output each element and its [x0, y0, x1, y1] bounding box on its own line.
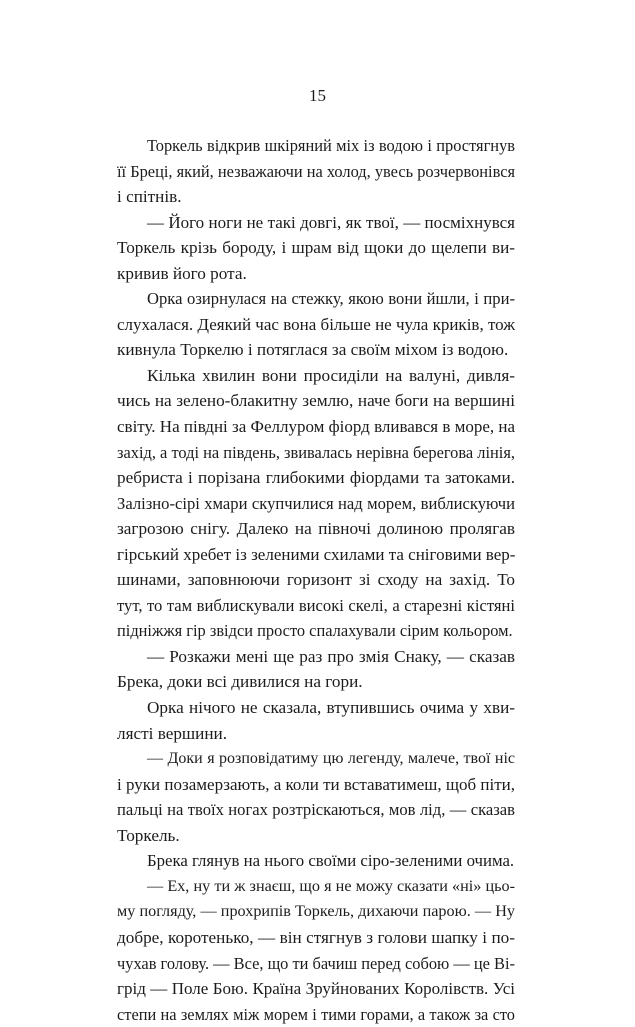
text-line: Брека, доки всі дивилися на гори. — [117, 672, 363, 692]
text-line: тут, то там виблискували високі скелі, а старезні кістяні — [117, 595, 515, 615]
text-line: пальці на твоїх ногах розтріскаються, мов лід, — сказав — [117, 800, 515, 820]
text-line: ребриста і порізана глибокими фіордами та затоками. — [117, 468, 515, 488]
text-line: загрозою снігу. Далеко на півночі долиною пролягав — [117, 519, 515, 539]
text-line: захід, а тоді на південь, звивалась нерівна берегова лінія, — [117, 442, 515, 462]
text-line: Орка озирнулася на стежку, якою вони йшли, і при- — [147, 289, 515, 309]
text-line: му погляду, — прохрипів Торкель, дихаючи парою. — Ну — [117, 902, 515, 921]
text-line: і спітнів. — [117, 187, 182, 207]
text-line: слухалася. Деякий час вона більше не чула криків, тож — [117, 314, 515, 334]
text-line: підніжжя гір звідси просто спалахували сірим кольором. — [117, 621, 513, 641]
text-line: її Бреці, який, незважаючи на холод, увесь розчервонівся — [117, 161, 515, 181]
text-line: Торкель відкрив шкіряний міх із водою і простягнув — [147, 136, 515, 155]
text-line: добре, коротенько, — він стягнув з голови шапку і по- — [117, 927, 515, 947]
text-line: Торкель крізь бороду, і шрам від щоки до щелепи ви- — [117, 238, 515, 258]
text-line: Кілька хвилин вони просиділи на валуні, дивля- — [147, 365, 515, 385]
text-line: — Його ноги не такі довгі, як твої, — посміхнувся — [147, 212, 515, 232]
text-line: — Ех, ну ти ж знаєш, що я не можу сказати «ні» цьо- — [147, 876, 515, 895]
text-line: гірський хребет із зеленими схилами та сніговими вер- — [117, 544, 515, 564]
text-line: світу. На півдні за Феллуром фіорд вливався в море, на — [117, 417, 515, 437]
text-line: шинами, заповнюючи горизонт зі сходу на захід. То — [117, 570, 515, 590]
text-line: кривив його рота. — [117, 263, 247, 283]
text-line: Орка нічого не сказала, втупившись очима у хви- — [147, 698, 515, 718]
text-line: Залізно-сірі хмари скупчилися над морем, виблискуючи — [117, 493, 515, 513]
text-line: чухав голову. — Все, що ти бачиш перед собою — це Ві- — [117, 953, 515, 973]
body-text — [117, 133, 515, 1027]
text-line: — Доки я розповідатиму цю легенду, малече, твої ніс — [147, 750, 515, 768]
text-line: кивнула Торкелю і потяглася за своїм міхом із водою. — [117, 340, 509, 360]
text-line: лясті вершини. — [117, 723, 228, 743]
text-line: — Розкажи мені ще раз про змія Снаку, — сказав — [147, 646, 515, 666]
text-line: степи на землях між морем і тими горами, а також за сто — [117, 1004, 515, 1024]
text-line: Торкель. — [117, 825, 180, 845]
text-line: Брека глянув на нього своїми сіро-зеленими очима. — [147, 851, 515, 871]
text-line: і руки позамерзають, а коли ти вставатимеш, щоб піти, — [117, 774, 515, 794]
page-number: 15 — [309, 86, 326, 105]
text-line: грід — Поле Бою. Країна Зруйнованих Королівств. Усі — [117, 979, 515, 999]
text-line: чись на зелено-блакитну землю, наче боги на вершині — [117, 391, 515, 411]
